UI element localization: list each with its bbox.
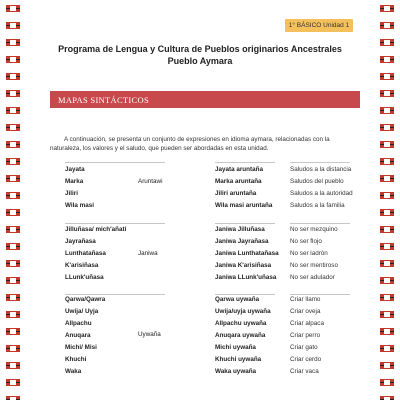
- phrase: Uwija/uyja uywaña: [215, 308, 271, 315]
- table-row: [50, 344, 362, 354]
- meaning: Criar alpaca: [290, 320, 324, 327]
- base-word: Waka: [65, 368, 82, 375]
- meaning: Saludos a la distancia: [290, 166, 352, 173]
- table-row: [50, 296, 362, 306]
- phrase: Waka uywaña: [215, 368, 257, 375]
- base-word: Jayata: [65, 166, 85, 173]
- divider: [290, 223, 350, 224]
- meaning: Saludos a la familia: [290, 202, 345, 209]
- divider: [290, 162, 350, 163]
- phrase: Wila masi aruntaña: [215, 202, 273, 209]
- phrase: Qarwa uywaña: [215, 296, 260, 303]
- table-row: [50, 262, 362, 272]
- meaning: Saludos del pueblo: [290, 178, 344, 185]
- meaning: Criar llamo: [290, 296, 321, 303]
- syntax-group-values: [50, 223, 362, 287]
- syntax-group-greetings: [50, 162, 362, 214]
- phrase: Janiwa Jilluñasa: [215, 226, 265, 233]
- base-word: Qarwa/Qawra: [65, 296, 106, 303]
- divider: [290, 294, 350, 295]
- meaning: Criar oveja: [290, 308, 321, 315]
- divider: [215, 223, 275, 224]
- grade-unit-badge: 1° BÁSICO Unidad 1: [285, 19, 353, 32]
- phrase: Jayata aruntaña: [215, 166, 263, 173]
- base-word: Marka: [65, 178, 84, 185]
- phrase: Marka aruntaña: [215, 178, 262, 185]
- phrase: Allpachu uywaña: [215, 320, 267, 327]
- table-row: [50, 166, 362, 176]
- base-word: Allpachu: [65, 320, 92, 327]
- table-row: [50, 356, 362, 366]
- table-row: [50, 308, 362, 318]
- title-line-1: Programa de Lengua y Cultura de Pueblos originarios Ancestrales: [58, 44, 342, 54]
- base-word: K'arisiñasa: [65, 262, 99, 269]
- root-word: Janiwa: [138, 250, 158, 257]
- phrase: Janiwa LLunk'uñasa: [215, 274, 277, 281]
- page-title: [30, 43, 370, 67]
- syntax-group-raising-animals: [50, 294, 362, 384]
- table-row: [50, 238, 362, 248]
- base-word: Uwija/ Uyja: [65, 308, 99, 315]
- base-word: Wila masi: [65, 202, 94, 209]
- table-row: [50, 202, 362, 212]
- meaning: No ser mentiroso: [290, 262, 338, 269]
- decorative-border-right: [380, 0, 394, 400]
- meaning: Criar vaca: [290, 368, 319, 375]
- meaning: Criar cerdo: [290, 356, 322, 363]
- table-row: [50, 190, 362, 200]
- table-row: [50, 274, 362, 284]
- root-word: Aruntawi: [138, 178, 163, 185]
- base-word: Jayrañasa: [65, 238, 96, 245]
- meaning: No ser adulador: [290, 274, 335, 281]
- divider: [65, 162, 165, 163]
- section-header: [50, 91, 360, 108]
- table-row: [50, 226, 362, 236]
- meaning: Saludos a la autoridad: [290, 190, 353, 197]
- meaning: Criar perro: [290, 332, 321, 339]
- divider: [65, 223, 165, 224]
- phrase: Janiwa Jayrañasa: [215, 238, 269, 245]
- phrase: Khuchi uywaña: [215, 356, 262, 363]
- meaning: Criar gato: [290, 344, 318, 351]
- table-row: [50, 178, 362, 188]
- table-row: [50, 250, 362, 260]
- divider: [65, 294, 165, 295]
- meaning: No ser ladrón: [290, 250, 328, 257]
- intro-paragraph: A continuación, se presenta un conjunto de expresiones en idioma aymara, relacionadas con la naturaleza, los valores y el saludo, que pueden ser abordadas en esta unidad.: [50, 136, 330, 152]
- divider: [215, 162, 275, 163]
- base-word: Jiliri: [65, 190, 78, 197]
- section-title: MAPAS SINTÁCTICOS: [58, 94, 149, 105]
- meaning: No ser flojo: [290, 238, 322, 245]
- phrase: Jiliri aruntaña: [215, 190, 257, 197]
- phrase: Janiwa K'arisiñasa: [215, 262, 272, 269]
- base-word: Michi/ Misi: [65, 344, 97, 351]
- base-word: Anuqara: [65, 332, 91, 339]
- table-row: [50, 320, 362, 330]
- base-word: Jilluñasa/ mich'añati: [65, 226, 127, 233]
- phrase: Michi uywaña: [215, 344, 256, 351]
- title-line-2: Pueblo Aymara: [167, 56, 233, 66]
- root-word: Uywaña: [138, 331, 161, 338]
- base-word: LLunk'uñasa: [65, 274, 104, 281]
- divider: [215, 294, 275, 295]
- phrase: Anuqara uywaña: [215, 332, 266, 339]
- phrase: Janiwa Lunthatañasa: [215, 250, 279, 257]
- table-row: [50, 332, 362, 342]
- table-row: [50, 368, 362, 378]
- decorative-border-left: [6, 0, 20, 400]
- base-word: Khuchi: [65, 356, 87, 363]
- base-word: Lunthatañasa: [65, 250, 106, 257]
- meaning: No ser mezquino: [290, 226, 338, 233]
